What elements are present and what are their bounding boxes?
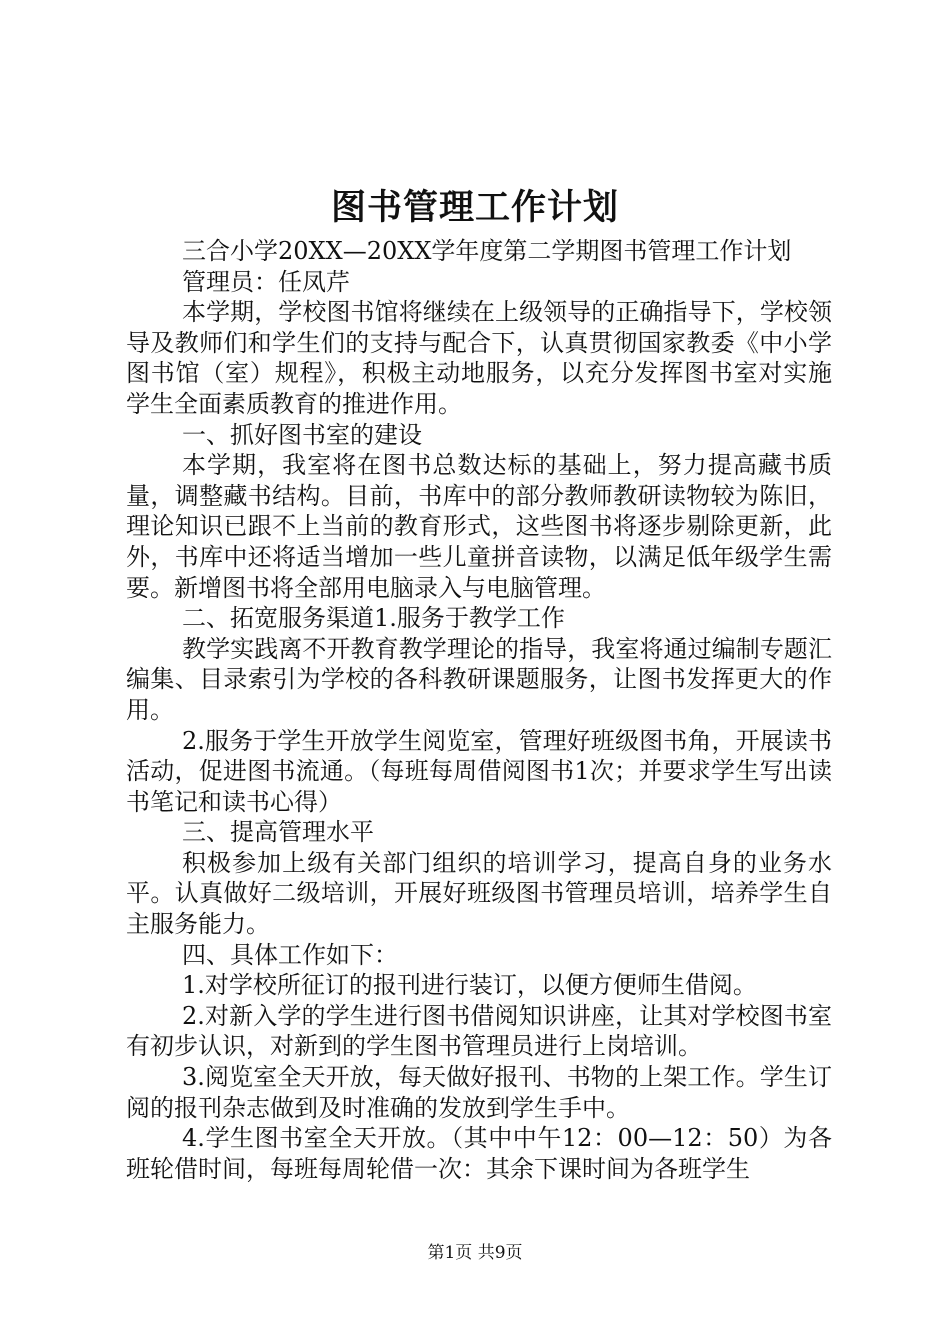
section-heading-3: 三、提高管理水平 [182,818,374,847]
list-item-4: 4.学生图书室全天开放。（其中中午12：00—12：50）为各班轮借时间，每班每周轮借一次：其余下课时间为各班学生 [126,1124,832,1183]
paragraph-section-2a: 教学实践离不开教育教学理论的指导，我室将通过编制专题汇编集、目录索引为学校的各科教研课题服务，让图书发挥更大的作用。 [126,634,832,724]
list-item-2: 2.对新入学的学生进行图书借阅知识讲座，让其对学校图书室有初步认识，对新到的学生图书管理员进行上岗培训。 [126,1001,832,1061]
section-heading-4: 四、具体工作如下： [182,940,398,969]
paragraph-subtitle: 三合小学20XX—20XX学年度第二学期图书管理工作计划 [182,237,792,265]
list-item-1: 1.对学校所征订的报刊进行装订，以便方便师生借阅。 [182,971,757,1000]
document-title: 图书管理工作计划 [330,187,619,228]
list-item-3: 3.阅览室全天开放，每天做好报刊、书物的上架工作。学生订阅的报刊杂志做到及时准确的发放到学生手中。 [126,1063,832,1122]
document-body [126,236,832,1184]
paragraph-section-3: 积极参加上级有关部门组织的培训学习，提高自身的业务水平。认真做好二级培训，开展好班级图书管理员培训，培养学生自主服务能力。 [126,848,832,939]
section-heading-1: 一、抓好图书室的建设 [182,420,422,449]
section-heading-2: 二、拓宽服务渠道1.服务于教学工作 [182,604,565,633]
page-number-footer: 第1页 共9页 [427,1243,523,1263]
paragraph-section-1: 本学期，我室将在图书总数达标的基础上，努力提高藏书质量，调整藏书结构。目前，书库中的部分教师教研读物较为陈旧，理论知识已跟不上当前的教育形式，这些图书将逐步剔除更新，此外，书库中还将适当增加一些儿童拼音读物，以满足低年级学生需要。新增图书将全部用电脑录入与电脑管理。 [126,451,832,602]
paragraph-section-2b: 2.服务于学生开放学生阅览室，管理好班级图书角，开展读书活动，促进图书流通。（每班每周借阅图书1次；并要求学生写出读书笔记和读书心得） [126,726,832,816]
paragraph-intro: 本学期，学校图书馆将继续在上级领导的正确指导下，学校领导及教师们和学生们的支持与配合下，认真贯彻国家教委《中小学图书馆（室）规程》，积极主动地服务，以充分发挥图书室对实施学生全面素质教育的推进作用。 [126,298,832,418]
paragraph-manager: 管理员：任凤芹 [182,267,350,296]
